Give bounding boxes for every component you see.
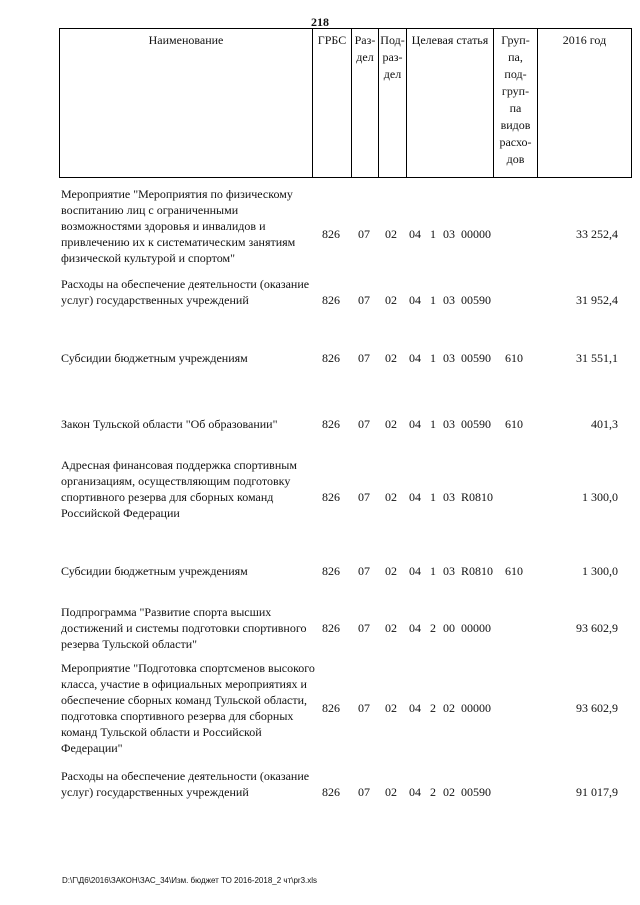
row-cs-program: 04 bbox=[409, 293, 421, 307]
row-amount: 33 252,4 bbox=[576, 227, 618, 241]
row-expense-type: 610 bbox=[505, 564, 523, 578]
row-cs-subprogram: 1 bbox=[430, 564, 436, 578]
row-cs-direction: R0810 bbox=[461, 490, 494, 504]
row-podrazdel: 02 bbox=[385, 417, 397, 431]
row-cs-subprogram: 2 bbox=[430, 785, 436, 799]
row-cs-program: 04 bbox=[409, 701, 421, 715]
row-grbs: 826 bbox=[322, 564, 340, 578]
row-razdel: 07 bbox=[358, 227, 370, 241]
row-cs-program: 04 bbox=[409, 227, 421, 241]
row-cs-event: 03 bbox=[443, 490, 455, 504]
row-cs-program: 04 bbox=[409, 417, 421, 431]
table-row bbox=[59, 350, 632, 366]
row-expense-type: 610 bbox=[505, 417, 523, 431]
table-row bbox=[59, 768, 632, 816]
row-razdel: 07 bbox=[358, 785, 370, 799]
row-amount: 93 602,9 bbox=[576, 701, 618, 715]
row-razdel: 07 bbox=[358, 564, 370, 578]
row-amount: 1 300,0 bbox=[582, 490, 618, 504]
row-cs-subprogram: 2 bbox=[430, 621, 436, 635]
table-row bbox=[59, 457, 632, 537]
row-cs-subprogram: 1 bbox=[430, 417, 436, 431]
row-cs-program: 04 bbox=[409, 351, 421, 365]
header-grbs: ГРБС bbox=[312, 29, 351, 177]
row-cs-event: 03 bbox=[443, 293, 455, 307]
row-cs-direction: 00000 bbox=[461, 621, 491, 635]
table-header bbox=[59, 28, 632, 178]
row-grbs: 826 bbox=[322, 785, 340, 799]
table-row bbox=[59, 276, 632, 324]
row-name: Адресная финансовая поддержка спортивным организациям, осуществляющим подготовку спортивного резерва для сборных команд Российской Федерации bbox=[61, 458, 297, 520]
row-cs-direction: 00000 bbox=[461, 701, 491, 715]
row-podrazdel: 02 bbox=[385, 785, 397, 799]
row-grbs: 826 bbox=[322, 293, 340, 307]
row-razdel: 07 bbox=[358, 351, 370, 365]
row-cs-direction: 00590 bbox=[461, 785, 491, 799]
row-podrazdel: 02 bbox=[385, 227, 397, 241]
row-razdel: 07 bbox=[358, 293, 370, 307]
table-row bbox=[59, 604, 632, 652]
row-cs-event: 03 bbox=[443, 351, 455, 365]
row-amount: 1 300,0 bbox=[582, 564, 618, 578]
header-razdel: Раз- дел bbox=[351, 29, 378, 177]
row-cs-subprogram: 1 bbox=[430, 351, 436, 365]
row-name: Подпрограмма "Развитие спорта высших достижений и системы подготовки спортивного резерва Тульской области" bbox=[61, 605, 307, 651]
row-cs-subprogram: 1 bbox=[430, 227, 436, 241]
row-name: Субсидии бюджетным учреждениям bbox=[61, 351, 248, 365]
row-grbs: 826 bbox=[322, 227, 340, 241]
row-grbs: 826 bbox=[322, 701, 340, 715]
row-cs-direction: 00000 bbox=[461, 227, 491, 241]
row-podrazdel: 02 bbox=[385, 621, 397, 635]
row-cs-program: 04 bbox=[409, 621, 421, 635]
row-cs-program: 04 bbox=[409, 785, 421, 799]
table-row bbox=[59, 416, 632, 432]
row-cs-event: 02 bbox=[443, 785, 455, 799]
header-podrazdel: Под- раз- дел bbox=[378, 29, 406, 177]
header-expense-group: Груп- па, под- груп- па видов расхо- дов bbox=[493, 29, 537, 177]
table-row bbox=[59, 186, 632, 266]
row-name: Закон Тульской области "Об образовании" bbox=[61, 417, 278, 431]
page-number: 218 bbox=[311, 15, 329, 29]
row-grbs: 826 bbox=[322, 351, 340, 365]
file-path-footer: D:\Г\Д6\2016\ЗАКОН\ЗАС_34\Изм. бюджет ТО 2016-2018_2 чт\pr3.xls bbox=[62, 876, 318, 885]
row-cs-direction: 00590 bbox=[461, 417, 491, 431]
row-podrazdel: 02 bbox=[385, 701, 397, 715]
row-razdel: 07 bbox=[358, 490, 370, 504]
row-name: Расходы на обеспечение деятельности (оказание услуг) государственных учреждений bbox=[61, 277, 310, 307]
row-podrazdel: 02 bbox=[385, 351, 397, 365]
row-cs-subprogram: 1 bbox=[430, 293, 436, 307]
row-cs-subprogram: 2 bbox=[430, 701, 436, 715]
header-year: 2016 год bbox=[537, 29, 631, 177]
row-podrazdel: 02 bbox=[385, 564, 397, 578]
header-target-article: Целевая статья bbox=[406, 29, 493, 177]
row-cs-direction: 00590 bbox=[461, 293, 491, 307]
row-podrazdel: 02 bbox=[385, 490, 397, 504]
row-razdel: 07 bbox=[358, 417, 370, 431]
row-cs-event: 00 bbox=[443, 621, 455, 635]
row-grbs: 826 bbox=[322, 490, 340, 504]
row-cs-subprogram: 1 bbox=[430, 490, 436, 504]
row-expense-type: 610 bbox=[505, 351, 523, 365]
row-name: Мероприятие "Подготовка спортсменов высокого класса, участие в официальных мероприятиях и обеспечение сборных команд Тульской области, подготовка спортивного резерва для сборных команд Тульской области и Российской Федерации" bbox=[61, 661, 315, 755]
row-grbs: 826 bbox=[322, 621, 340, 635]
row-razdel: 07 bbox=[358, 701, 370, 715]
row-amount: 93 602,9 bbox=[576, 621, 618, 635]
row-amount: 91 017,9 bbox=[576, 785, 618, 799]
row-name: Расходы на обеспечение деятельности (оказание услуг) государственных учреждений bbox=[61, 769, 310, 799]
row-cs-direction: R0810 bbox=[461, 564, 494, 578]
row-cs-event: 03 bbox=[443, 227, 455, 241]
row-amount: 401,3 bbox=[591, 417, 618, 431]
row-cs-direction: 00590 bbox=[461, 351, 491, 365]
row-razdel: 07 bbox=[358, 621, 370, 635]
header-name: Наименование bbox=[148, 33, 224, 47]
row-cs-event: 02 bbox=[443, 701, 455, 715]
row-cs-event: 03 bbox=[443, 564, 455, 578]
row-name: Мероприятие "Мероприятия по физическому воспитанию лиц с ограниченными возможностями здоровья и инвалидов и привлечению их к систематическим занятиям физической культурой и спортом" bbox=[61, 187, 296, 265]
table-row bbox=[59, 563, 632, 579]
row-amount: 31 551,1 bbox=[576, 351, 618, 365]
table-row bbox=[59, 660, 632, 756]
row-cs-program: 04 bbox=[409, 564, 421, 578]
row-podrazdel: 02 bbox=[385, 293, 397, 307]
row-amount: 31 952,4 bbox=[576, 293, 618, 307]
row-cs-program: 04 bbox=[409, 490, 421, 504]
row-grbs: 826 bbox=[322, 417, 340, 431]
row-cs-event: 03 bbox=[443, 417, 455, 431]
row-name: Субсидии бюджетным учреждениям bbox=[61, 564, 248, 578]
